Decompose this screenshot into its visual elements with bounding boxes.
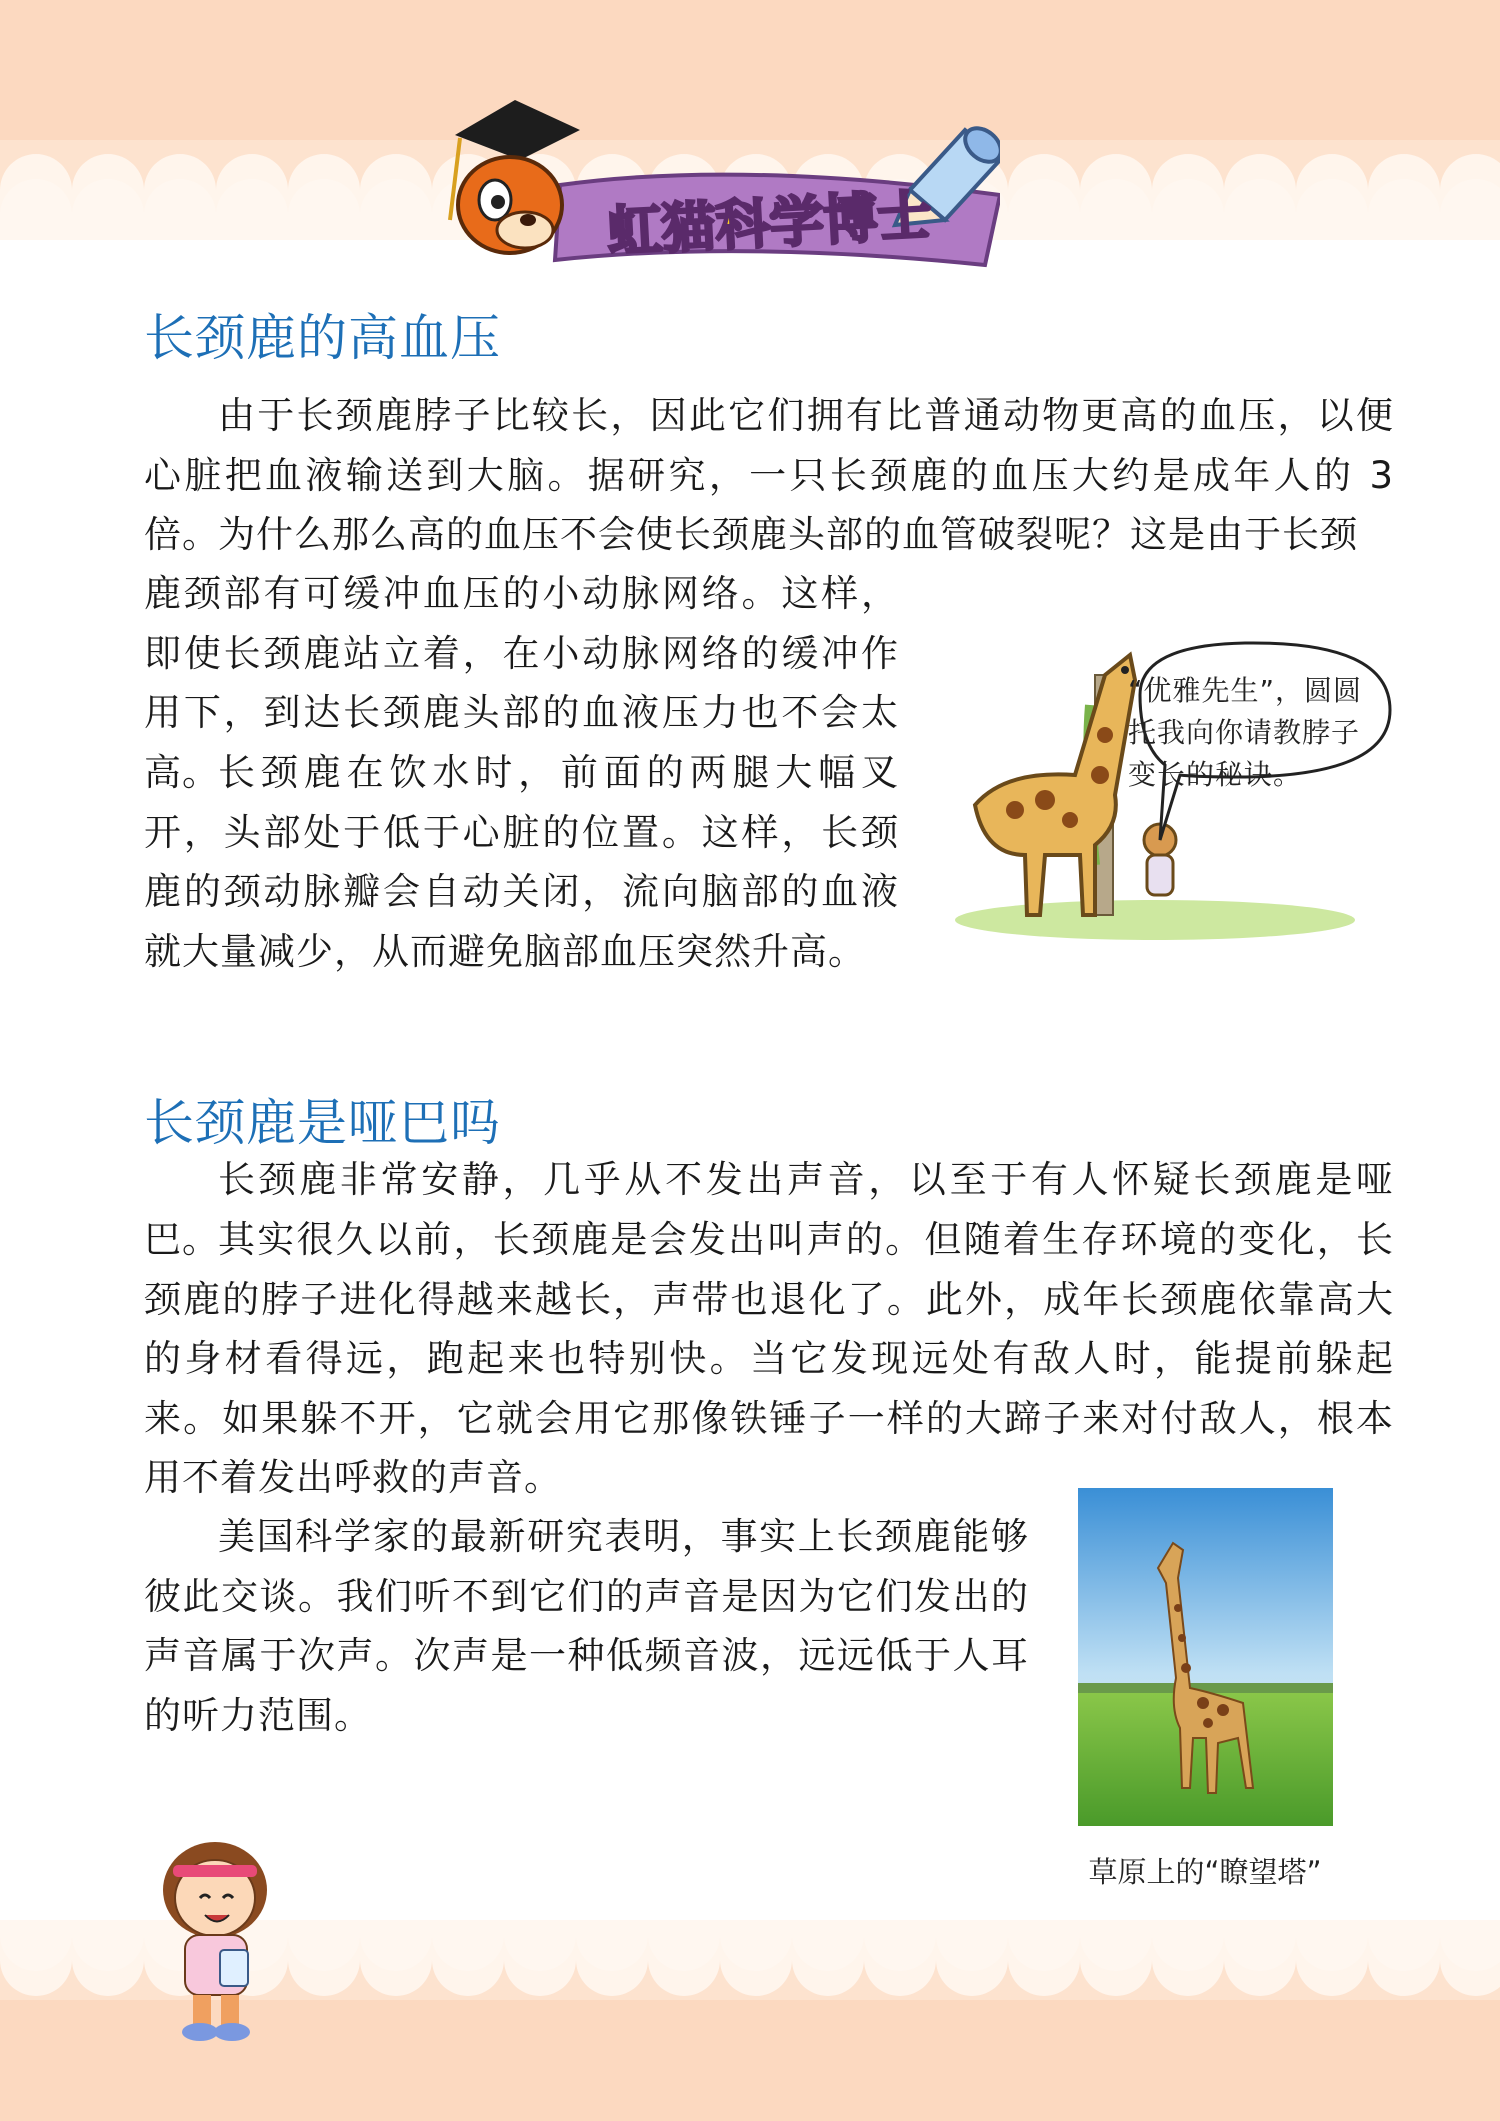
paragraph: 长颈鹿非常安静，几乎从不发出声音，以至于有人怀疑长颈鹿是哑巴。 bbox=[144, 1158, 1394, 1261]
paragraph: 为什么那么高的血压不会使长颈鹿头部的血管破裂呢？这是由于长颈 bbox=[218, 513, 1358, 556]
paragraph: 其实很久以前，长颈鹿是会发出叫声的。但随着生存环境的变化，长颈鹿的脖子进化得越来越长，声带也退化了。此外，成年长颈鹿依靠高大的身材看得远，跑起来也特别快。当它发现远处有敌人时，能提前躲起来。如果躲不开，它就会用它那像铁锤子一样的大蹄子来对付敌人，根本用不着发出呼救的声音。 bbox=[144, 1218, 1394, 1499]
section-title-is-giraffe-mute: 长颈鹿是哑巴吗 bbox=[144, 1094, 501, 1152]
logo-text: 虹猫科学博士 bbox=[606, 183, 934, 264]
paragraph: 长颈鹿在饮水时，前面的两腿大幅叉开，头部处于低于心脏的位置。这样，长颈鹿的颈动脉瓣会自动关闭，流向脑部的血液就大量减少，从而避免脑部血压突然升高。 bbox=[144, 751, 899, 973]
photo-caption: 草原上的“瞭望塔” bbox=[1088, 1855, 1322, 1889]
girl-mascot-icon bbox=[163, 1842, 267, 2041]
paragraph: 由于长颈鹿脖子比较长，因此它们拥有比普通动物更高的血压，以便心脏把血液输送到大脑。据研究，一只长颈鹿的血压大约是成年人的 3 倍。 bbox=[144, 394, 1394, 556]
speech-bubble-text: “优雅先生”，圆圆托我向你请教脖子变长的秘诀。 bbox=[1128, 674, 1363, 791]
giraffe-savanna-photo bbox=[1078, 1488, 1333, 1826]
section-title-high-blood-pressure: 长颈鹿的高血压 bbox=[144, 309, 501, 367]
header-logo bbox=[440, 90, 1000, 280]
paragraph: 美国科学家的最新研究表明，事实上长颈鹿能够彼此交谈。我们听不到它们的声音是因为它们发出的声音属于次声。次声是一种低频音波，远远低于人耳的听力范围。 bbox=[144, 1515, 1029, 1737]
paragraph: 鹿颈部有可缓冲血压的小动脉网络。这样，即使长颈鹿站立着，在小动脉网络的缓冲作用下，到达长颈鹿头部的血液压力也不会太高。 bbox=[144, 572, 899, 794]
girl-mascot-illustration bbox=[145, 1830, 285, 2045]
